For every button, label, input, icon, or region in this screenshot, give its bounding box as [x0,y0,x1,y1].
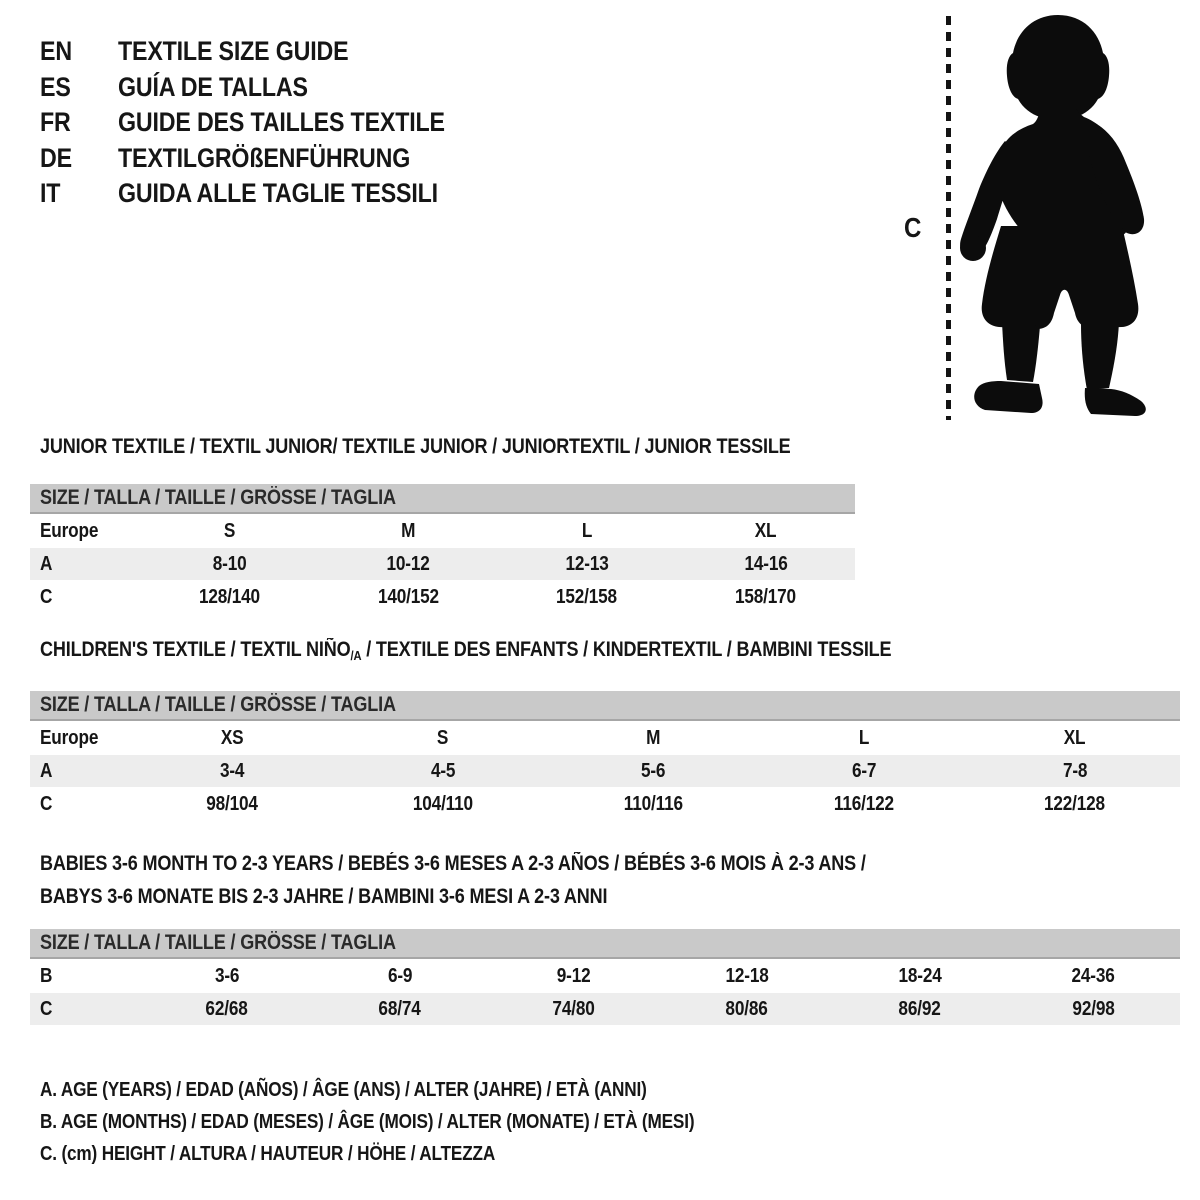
height-cell: 116/122 [834,792,895,815]
months-cell: 9-12 [556,964,591,987]
babies-size-table [30,929,1180,1025]
lang-code-it: IT [40,178,61,209]
children-section-title: CHILDREN'S TEXTILE / TEXTIL $NIÑO_{/A}$ / TEXTILE DES ENFANTS / KINDERTEXTIL / BAMBINI TESSILE [40,638,892,663]
size-cell: M [646,726,661,749]
size-cell: XL [754,519,777,542]
junior-row-age [30,548,855,580]
lang-code-es: ES [40,71,71,102]
row-label: C [40,997,53,1020]
junior-size-header-bar: SIZE / TALLA / TAILLE / GRÖSSE / TAGLIA [30,484,855,514]
legend-line-c: C. (cm) HEIGHT / ALTURA / HAUTEUR / HÖHE / ALTEZZA [40,1142,496,1165]
children-size-header-bar: SIZE / TALLA / TAILLE / GRÖSSE / TAGLIA [30,691,1180,721]
height-cell: 86/92 [898,997,942,1020]
age-cell: 6-7 [851,759,877,782]
silhouette-right-leg [1081,322,1119,390]
size-cell: S [437,726,449,749]
height-cell: 62/68 [205,997,248,1020]
age-cell: 5-6 [641,759,666,782]
height-cell: 92/98 [1072,997,1115,1020]
babies-row-months [30,959,1180,993]
lang-title-de: TEXTILGRÖßENFÜHRUNG [118,142,411,173]
row-label: C [40,792,53,815]
size-cell: M [401,519,416,542]
row-label: A [40,552,53,575]
nino-a-subscript: /A [350,648,362,663]
silhouette-left-hand [960,235,986,261]
height-cell: 68/74 [378,997,422,1020]
height-cell: 158/170 [735,585,797,608]
age-cell: 7-8 [1062,759,1087,782]
junior-row-height [30,580,855,614]
months-cell: 18-24 [898,964,942,987]
measurement-legend [40,1074,801,1170]
age-cell: 8-10 [212,552,247,575]
children-row-height [30,787,1180,821]
babies-section-title [40,847,1000,913]
lang-row-en [40,34,498,70]
row-label: B [40,964,53,987]
height-cell: 140/152 [377,585,439,608]
silhouette-left-leg [1002,322,1040,382]
months-cell: 6-9 [387,964,413,987]
legend-line-b: B. AGE (MONTHS) / EDAD (MESES) / ÂGE (MOIS) / ALTER (MONATE) / ETÀ (MESI) [40,1110,695,1133]
row-label: Europe [40,519,99,542]
height-measure-label: C [904,212,922,243]
size-cell: L [858,726,870,749]
lang-row-fr [40,105,498,141]
lang-code-fr: FR [40,107,71,138]
legend-line-a: A. AGE (YEARS) / EDAD (AÑOS) / ÂGE (ANS) / ALTER (JAHRE) / ETÀ (ANNI) [40,1078,647,1101]
children-size-table [30,691,1180,821]
lang-code-en: EN [40,36,72,67]
row-label: C [40,585,53,608]
children-row-europe [30,721,1180,755]
lang-row-de [40,141,498,177]
lang-title-it: GUIDA ALLE TAGLIE TESSILI [118,178,438,209]
babies-size-header-bar: SIZE / TALLA / TAILLE / GRÖSSE / TAGLIA [30,929,1180,959]
height-cell: 152/158 [556,585,618,608]
size-cell: S [223,519,236,542]
babies-row-height [30,993,1180,1025]
age-cell: 4-5 [430,759,456,782]
height-cell: 110/116 [623,792,684,815]
height-cell: 74/80 [552,997,595,1020]
lang-row-es [40,70,498,106]
months-cell: 3-6 [214,964,239,987]
age-cell: 10-12 [386,552,430,575]
size-cell: XS [220,726,244,749]
babies-title-line2: BABYS 3-6 MONATE BIS 2-3 JAHRE / BAMBINI 3-6 MESI A 2-3 ANNI [40,884,608,908]
babies-title-line1: BABIES 3-6 MONTH TO 2-3 YEARS / BEBÉS 3-6 MESES A 2-3 AÑOS / BÉBÉS 3-6 MOIS À 2-3 ANS / [40,851,866,875]
silhouette-head [1007,15,1110,117]
size-cell: L [581,519,593,542]
age-cell: 12-13 [565,552,609,575]
height-cell: 80/86 [725,997,768,1020]
height-cell: 104/110 [412,792,473,815]
age-cell: 3-4 [220,759,245,782]
lang-code-de: DE [40,142,72,173]
silhouette-shorts [982,226,1139,329]
children-row-age [30,755,1180,787]
silhouette-left-foot [974,381,1042,413]
silhouette-right-foot [1085,388,1146,416]
age-cell: 14-16 [744,552,788,575]
junior-section-title: JUNIOR TEXTILE / TEXTIL JUNIOR/ TEXTILE JUNIOR / JUNIORTEXTIL / JUNIOR TESSILE [40,435,791,458]
months-cell: 24-36 [1071,964,1115,987]
months-cell: 12-18 [725,964,769,987]
lang-title-fr: GUIDE DES TAILLES TEXTILE [118,107,445,138]
toddler-silhouette-image [895,5,1195,435]
row-label: Europe [40,726,99,749]
junior-size-table [30,484,855,614]
height-cell: 98/104 [206,792,259,815]
height-cell: 122/128 [1044,792,1106,815]
lang-title-es: GUÍA DE TALLAS [118,71,308,102]
row-label: A [40,759,53,782]
lang-title-en: TEXTILE SIZE GUIDE [118,36,349,67]
height-cell: 128/140 [198,585,260,608]
language-title-block [40,34,498,212]
size-cell: XL [1063,726,1086,749]
lang-row-it [40,176,498,212]
junior-row-europe [30,514,855,548]
